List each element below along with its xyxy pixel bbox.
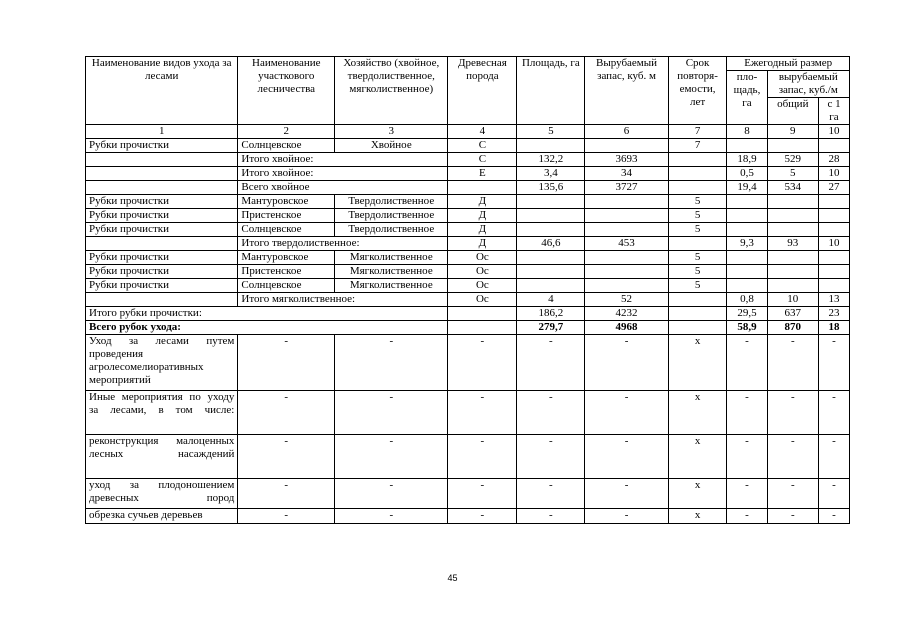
activity-value-cell: - <box>238 335 335 391</box>
column-number: 5 <box>517 125 585 139</box>
activity-value-cell: х <box>668 479 727 509</box>
activity-value-cell: - <box>819 391 850 435</box>
annual-area-cell: 58,9 <box>727 321 767 335</box>
annual-per-ha-cell <box>819 223 850 237</box>
activity-value-cell: - <box>819 479 850 509</box>
column-number: 7 <box>668 125 727 139</box>
activity-value-cell: - <box>819 435 850 479</box>
column-number: 2 <box>238 125 335 139</box>
subtotal-row <box>86 153 850 167</box>
species-cell: Ос <box>448 293 517 307</box>
forestry-cell: Мантуровское <box>238 251 335 265</box>
area-cell <box>517 223 585 237</box>
annual-per-ha-cell <box>819 265 850 279</box>
table-row <box>86 223 850 237</box>
period-cell: 5 <box>668 279 727 293</box>
activity-value-cell: - <box>448 509 517 524</box>
activity-value-cell: х <box>668 435 727 479</box>
area-cell: 186,2 <box>517 307 585 321</box>
farm-cell: Твердолиственное <box>335 195 448 209</box>
empty-cell <box>668 307 727 321</box>
stock-cell: 453 <box>585 237 668 251</box>
activity-value-cell: - <box>727 479 767 509</box>
header-annual-total: общий <box>767 98 818 125</box>
header-annual-area: пло-щадь, га <box>727 71 767 125</box>
table-row <box>86 251 850 265</box>
forest-care-table <box>85 56 850 524</box>
annual-total-cell: 534 <box>767 181 818 195</box>
activity-value-cell: - <box>767 335 818 391</box>
annual-per-ha-cell: 23 <box>819 307 850 321</box>
farm-cell: Мягколиственное <box>335 251 448 265</box>
farm-cell: Мягколиственное <box>335 265 448 279</box>
annual-area-cell: 0,5 <box>727 167 767 181</box>
period-cell: 5 <box>668 195 727 209</box>
empty-cell <box>86 181 238 195</box>
header-period: Срок повторя-емости, лет <box>668 57 727 125</box>
stock-cell: 4968 <box>585 321 668 335</box>
activity-value-cell: - <box>335 391 448 435</box>
table-row <box>86 195 850 209</box>
annual-per-ha-cell <box>819 251 850 265</box>
species-cell: Ос <box>448 265 517 279</box>
activity-name-cell: Иные мероприятия по уходу за лесами, в том числе: <box>86 391 238 435</box>
annual-area-cell <box>727 139 767 153</box>
area-cell <box>517 209 585 223</box>
table-body <box>86 57 850 524</box>
empty-cell <box>86 167 238 181</box>
period-cell: 7 <box>668 139 727 153</box>
total-label: Итого рубки прочистки: <box>86 307 448 321</box>
stock-cell <box>585 195 668 209</box>
annual-total-cell: 637 <box>767 307 818 321</box>
annual-total-cell: 529 <box>767 153 818 167</box>
column-number: 1 <box>86 125 238 139</box>
species-cell: Д <box>448 195 517 209</box>
species-cell: Д <box>448 237 517 251</box>
activity-value-cell: - <box>727 509 767 524</box>
activity-value-cell: - <box>238 509 335 524</box>
activity-value-cell: - <box>767 391 818 435</box>
care-type-cell: Рубки прочистки <box>86 279 238 293</box>
header-annual-stock: вырубаемый запас, куб./м <box>767 71 849 98</box>
activity-row <box>86 391 850 435</box>
table-row <box>86 265 850 279</box>
activity-value-cell: х <box>668 509 727 524</box>
activity-value-cell: - <box>767 479 818 509</box>
annual-total-cell <box>767 251 818 265</box>
column-number: 9 <box>767 125 818 139</box>
annual-per-ha-cell: 13 <box>819 293 850 307</box>
annual-area-cell: 9,3 <box>727 237 767 251</box>
area-cell: 132,2 <box>517 153 585 167</box>
activity-value-cell: - <box>585 335 668 391</box>
subtotal-label: Итого твердолиственное: <box>238 237 448 251</box>
activity-value-cell: - <box>517 479 585 509</box>
area-cell: 135,6 <box>517 181 585 195</box>
activity-value-cell: - <box>517 391 585 435</box>
table-row <box>86 139 850 153</box>
activity-name-cell: Уход за лесами путем проведения агролесомелиоративных мероприятий <box>86 335 238 391</box>
activity-value-cell: - <box>585 479 668 509</box>
header-forestry: Наименование участкового лесничества <box>238 57 335 125</box>
forestry-cell: Солнцевское <box>238 279 335 293</box>
forestry-cell: Пристенское <box>238 209 335 223</box>
activity-value-cell: - <box>585 509 668 524</box>
annual-total-cell: 10 <box>767 293 818 307</box>
column-number: 6 <box>585 125 668 139</box>
empty-cell <box>86 237 238 251</box>
activity-row <box>86 479 850 509</box>
area-cell <box>517 251 585 265</box>
column-number: 8 <box>727 125 767 139</box>
area-cell <box>517 195 585 209</box>
activity-value-cell: - <box>448 391 517 435</box>
activity-value-cell: - <box>448 479 517 509</box>
table-row <box>86 209 850 223</box>
period-cell <box>668 153 727 167</box>
care-type-cell: Рубки прочистки <box>86 209 238 223</box>
column-number: 10 <box>819 125 850 139</box>
annual-area-cell: 0,8 <box>727 293 767 307</box>
species-cell: С <box>448 139 517 153</box>
care-type-cell: Рубки прочистки <box>86 139 238 153</box>
stock-cell: 3693 <box>585 153 668 167</box>
annual-per-ha-cell: 27 <box>819 181 850 195</box>
area-cell: 3,4 <box>517 167 585 181</box>
stock-cell <box>585 209 668 223</box>
header-annual: Ежегодный размер <box>727 57 850 71</box>
activity-value-cell: - <box>585 435 668 479</box>
stock-cell <box>585 279 668 293</box>
activity-value-cell: - <box>727 335 767 391</box>
species-cell: Ос <box>448 251 517 265</box>
activity-name-cell: реконструкция малоценных лесных насаждений <box>86 435 238 479</box>
annual-per-ha-cell: 10 <box>819 237 850 251</box>
column-number: 4 <box>448 125 517 139</box>
care-type-cell: Рубки прочистки <box>86 251 238 265</box>
period-cell <box>668 181 727 195</box>
period-cell: 5 <box>668 251 727 265</box>
annual-total-cell: 870 <box>767 321 818 335</box>
annual-per-ha-cell: 18 <box>819 321 850 335</box>
activity-row <box>86 509 850 524</box>
activity-value-cell: - <box>727 391 767 435</box>
activity-value-cell: - <box>238 435 335 479</box>
activity-row <box>86 335 850 391</box>
annual-per-ha-cell <box>819 139 850 153</box>
annual-total-cell <box>767 279 818 293</box>
annual-per-ha-cell: 28 <box>819 153 850 167</box>
annual-per-ha-cell <box>819 195 850 209</box>
annual-area-cell <box>727 251 767 265</box>
annual-total-cell: 5 <box>767 167 818 181</box>
stock-cell: 34 <box>585 167 668 181</box>
activity-value-cell: - <box>335 509 448 524</box>
period-cell: 5 <box>668 223 727 237</box>
activity-value-cell: - <box>585 391 668 435</box>
activity-value-cell: - <box>767 509 818 524</box>
stock-cell <box>585 223 668 237</box>
annual-area-cell: 19,4 <box>727 181 767 195</box>
area-cell <box>517 279 585 293</box>
header-area: Площадь, га <box>517 57 585 125</box>
subtotal-label: Итого хвойное: <box>238 153 448 167</box>
period-cell <box>668 167 727 181</box>
period-cell <box>668 237 727 251</box>
care-type-cell: Рубки прочистки <box>86 195 238 209</box>
activity-value-cell: - <box>517 435 585 479</box>
activity-value-cell: - <box>448 335 517 391</box>
activity-row <box>86 435 850 479</box>
annual-total-cell: 93 <box>767 237 818 251</box>
activity-value-cell: - <box>335 479 448 509</box>
annual-area-cell <box>727 195 767 209</box>
total-row <box>86 321 850 335</box>
activity-value-cell: х <box>668 391 727 435</box>
stock-cell: 3727 <box>585 181 668 195</box>
forestry-cell: Мантуровское <box>238 195 335 209</box>
activity-value-cell: - <box>819 509 850 524</box>
farm-cell: Твердолиственное <box>335 223 448 237</box>
activity-value-cell: - <box>238 479 335 509</box>
subtotal-row <box>86 181 850 195</box>
activity-value-cell: - <box>335 335 448 391</box>
species-cell: Е <box>448 167 517 181</box>
annual-total-cell <box>767 139 818 153</box>
stock-cell: 52 <box>585 293 668 307</box>
total-label: Всего рубок ухода: <box>86 321 448 335</box>
forestry-cell: Пристенское <box>238 265 335 279</box>
empty-cell <box>668 321 727 335</box>
column-number-row <box>86 125 850 139</box>
species-cell: Д <box>448 209 517 223</box>
header-row <box>86 57 850 71</box>
subtotal-label: Итого мягколиственное: <box>238 293 448 307</box>
header-farm: Хозяйство (хвойное, твердолиственное, мягколиственное) <box>335 57 448 125</box>
subtotal-row <box>86 167 850 181</box>
activity-value-cell: х <box>668 335 727 391</box>
annual-total-cell <box>767 195 818 209</box>
area-cell: 4 <box>517 293 585 307</box>
annual-per-ha-cell <box>819 209 850 223</box>
species-cell <box>448 181 517 195</box>
annual-area-cell <box>727 279 767 293</box>
area-cell: 46,6 <box>517 237 585 251</box>
annual-total-cell <box>767 223 818 237</box>
species-cell: С <box>448 153 517 167</box>
header-species: Древесная порода <box>448 57 517 125</box>
species-cell: Д <box>448 223 517 237</box>
farm-cell: Твердолиственное <box>335 209 448 223</box>
activity-name-cell: обрезка сучьев деревьев <box>86 509 238 524</box>
activity-value-cell: - <box>517 509 585 524</box>
table-row <box>86 279 850 293</box>
header-care-type: Наименование видов ухода за лесами <box>86 57 238 125</box>
activity-value-cell: - <box>335 435 448 479</box>
subtotal-label: Всего хвойное <box>238 181 448 195</box>
activity-value-cell: - <box>767 435 818 479</box>
stock-cell <box>585 265 668 279</box>
subtotal-label: Итого хвойное: <box>238 167 448 181</box>
annual-area-cell <box>727 209 767 223</box>
activity-value-cell: - <box>819 335 850 391</box>
page-number: 45 <box>447 573 458 583</box>
empty-cell <box>86 153 238 167</box>
empty-cell <box>448 307 517 321</box>
stock-cell <box>585 139 668 153</box>
annual-area-cell: 18,9 <box>727 153 767 167</box>
care-type-cell: Рубки прочистки <box>86 265 238 279</box>
annual-area-cell <box>727 223 767 237</box>
empty-cell <box>86 293 238 307</box>
species-cell: Ос <box>448 279 517 293</box>
forestry-cell: Солнцевское <box>238 223 335 237</box>
annual-total-cell <box>767 209 818 223</box>
farm-cell: Хвойное <box>335 139 448 153</box>
header-annual-per-ha: с 1 га <box>819 98 850 125</box>
period-cell <box>668 293 727 307</box>
stock-cell: 4232 <box>585 307 668 321</box>
activity-value-cell: - <box>238 391 335 435</box>
area-cell <box>517 139 585 153</box>
activity-value-cell: - <box>727 435 767 479</box>
care-type-cell: Рубки прочистки <box>86 223 238 237</box>
area-cell: 279,7 <box>517 321 585 335</box>
period-cell: 5 <box>668 209 727 223</box>
total-row <box>86 307 850 321</box>
annual-per-ha-cell <box>819 279 850 293</box>
activity-name-cell: уход за плодоношением древесных пород <box>86 479 238 509</box>
area-cell <box>517 265 585 279</box>
activity-value-cell: - <box>448 435 517 479</box>
stock-cell <box>585 251 668 265</box>
annual-per-ha-cell: 10 <box>819 167 850 181</box>
annual-total-cell <box>767 265 818 279</box>
subtotal-row <box>86 293 850 307</box>
activity-value-cell: - <box>517 335 585 391</box>
forestry-cell: Солнцевское <box>238 139 335 153</box>
empty-cell <box>448 321 517 335</box>
farm-cell: Мягколиственное <box>335 279 448 293</box>
subtotal-row <box>86 237 850 251</box>
period-cell: 5 <box>668 265 727 279</box>
header-stock: Вырубаемый запас, куб. м <box>585 57 668 125</box>
annual-area-cell <box>727 265 767 279</box>
column-number: 3 <box>335 125 448 139</box>
annual-area-cell: 29,5 <box>727 307 767 321</box>
